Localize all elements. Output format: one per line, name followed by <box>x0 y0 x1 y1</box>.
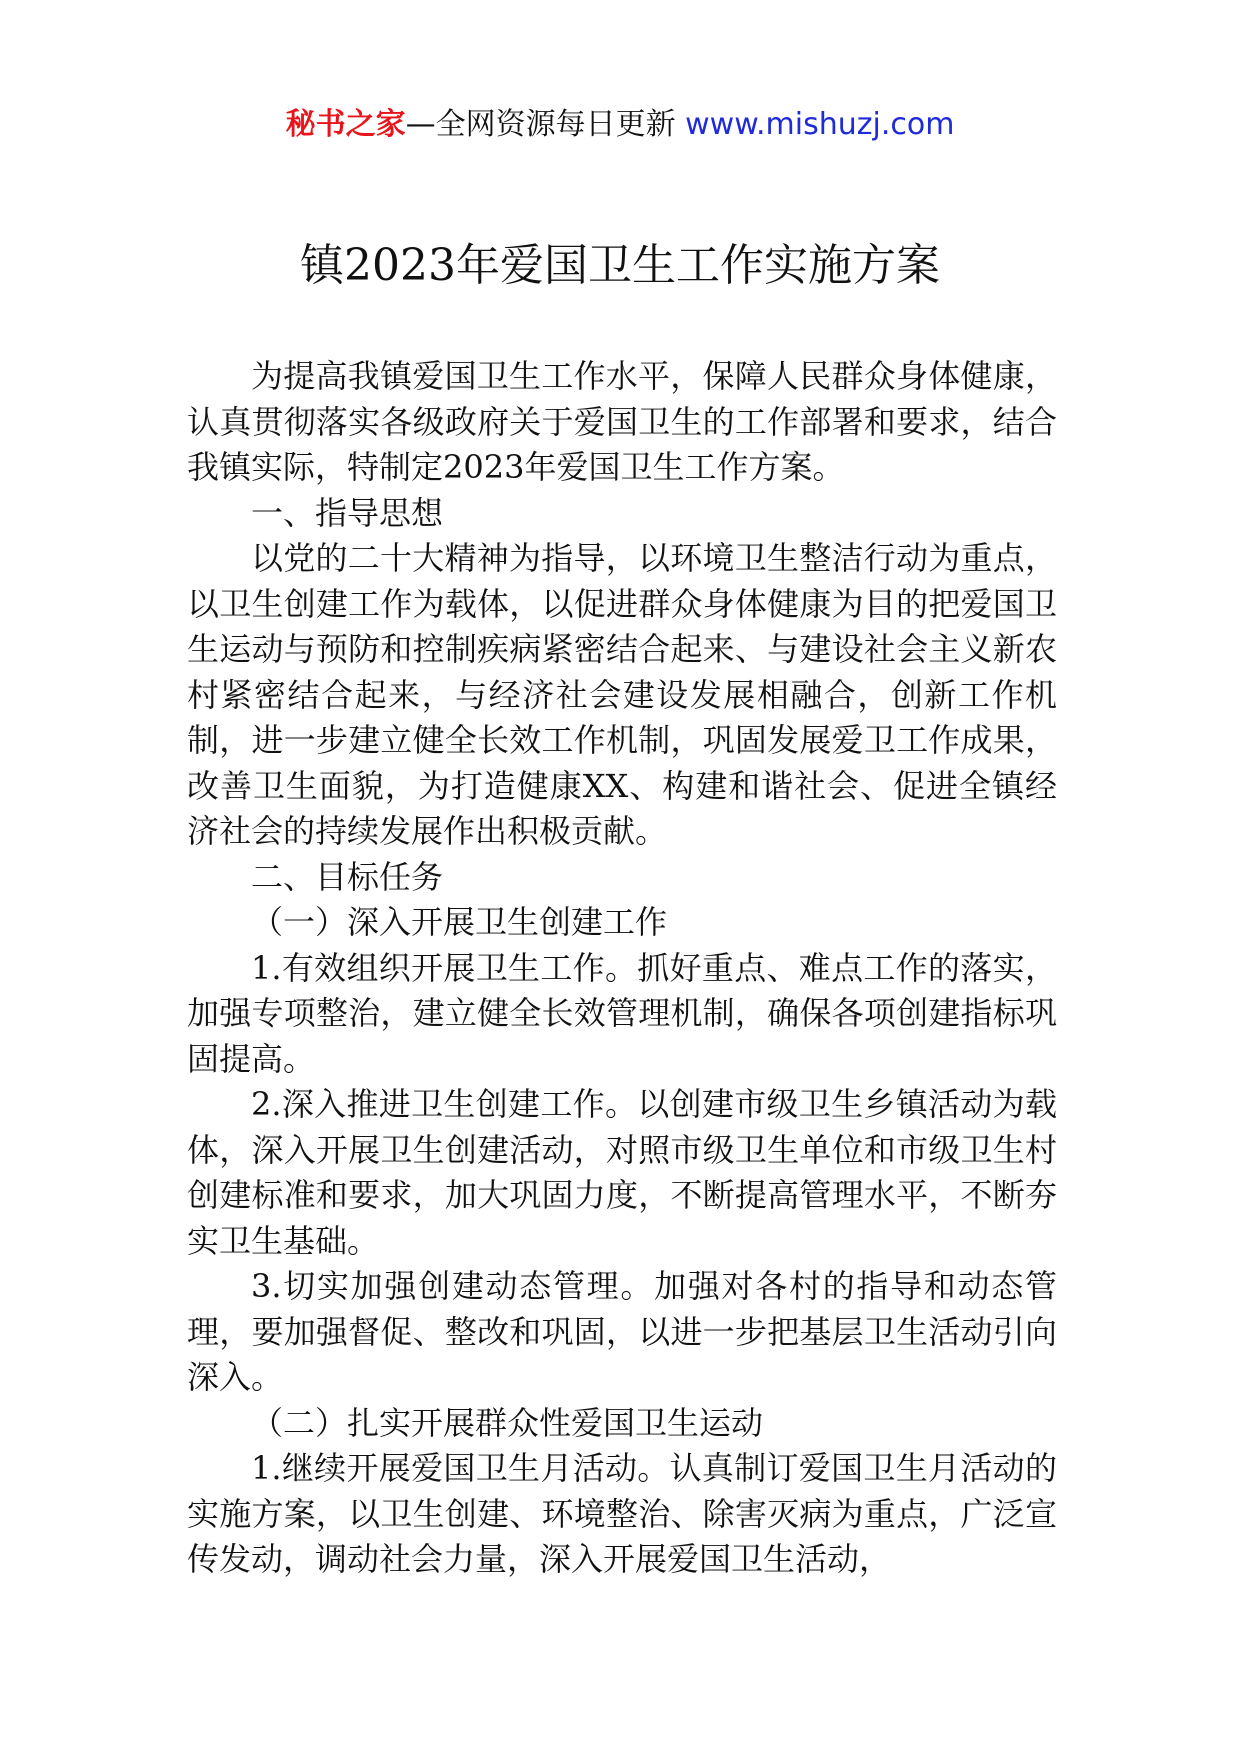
subheading-health-creation: （一）深入开展卫生创建工作 <box>251 903 668 941</box>
paragraph-item-2: 2.深入推进卫生创建工作。以创建市级卫生乡镇活动为载体，深入开展卫生创建活动，对照市级卫生单位和市级卫生村创建标准和要求，加大巩固力度，不断提高管理水平，不断夯实卫生基础。 <box>187 1085 1057 1260</box>
paragraph-campaign-item-1: 1.继续开展爱国卫生月活动。认真制订爱国卫生月活动的实施方案，以卫生创建、环境整治、除害灭病为重点，广泛宣传发动，调动社会力量，深入开展爱国卫生活动， <box>187 1449 1057 1578</box>
document-title: 镇2023年爱国卫生工作实施方案 <box>300 240 940 291</box>
site-header <box>0 103 1240 147</box>
paragraph-guiding-ideology: 以党的二十大精神为指导，以环境卫生整洁行动为重点，以卫生创建工作为载体，以促进群众身体健康为目的把爱国卫生运动与预防和控制疾病紧密结合起来、与建设社会主义新农村紧密结合起来，与经济社会建设发展相融合，创新工作机制，进一步建立健全长效工作机制，巩固发展爱卫工作成果，改善卫生面貌，为打造健康XX、构建和谐社会、促进全镇经济社会的持续发展作出积极贡献。 <box>187 539 1057 850</box>
heading-targets-tasks: 二、目标任务 <box>251 857 444 896</box>
site-url-link[interactable]: www.mishuzj.com <box>685 107 955 142</box>
paragraph-item-3: 3.切实加强创建动态管理。加强对各村的指导和动态管理，要加强督促、整改和巩固，以进一步把基层卫生活动引向深入。 <box>187 1267 1057 1396</box>
paragraph-item-1: 1.有效组织开展卫生工作。抓好重点、难点工作的落实，加强专项整治，建立健全长效管理机制，确保各项创建指标巩固提高。 <box>187 948 1057 1078</box>
paragraph-intro: 为提高我镇爱国卫生工作水平，保障人民群众身体健康，认真贯彻落实各级政府关于爱国卫生的工作部署和要求，结合我镇实际，特制定2023年爱国卫生工作方案。 <box>187 357 1057 486</box>
heading-guiding-ideology: 一、指导思想 <box>251 493 444 532</box>
site-slogan: —全网资源每日更新 <box>405 107 686 142</box>
site-brand: 秘书之家 <box>285 107 406 142</box>
document-body <box>187 354 1057 1583</box>
subheading-mass-campaign: （二）扎实开展群众性爱国卫生运动 <box>251 1403 764 1442</box>
